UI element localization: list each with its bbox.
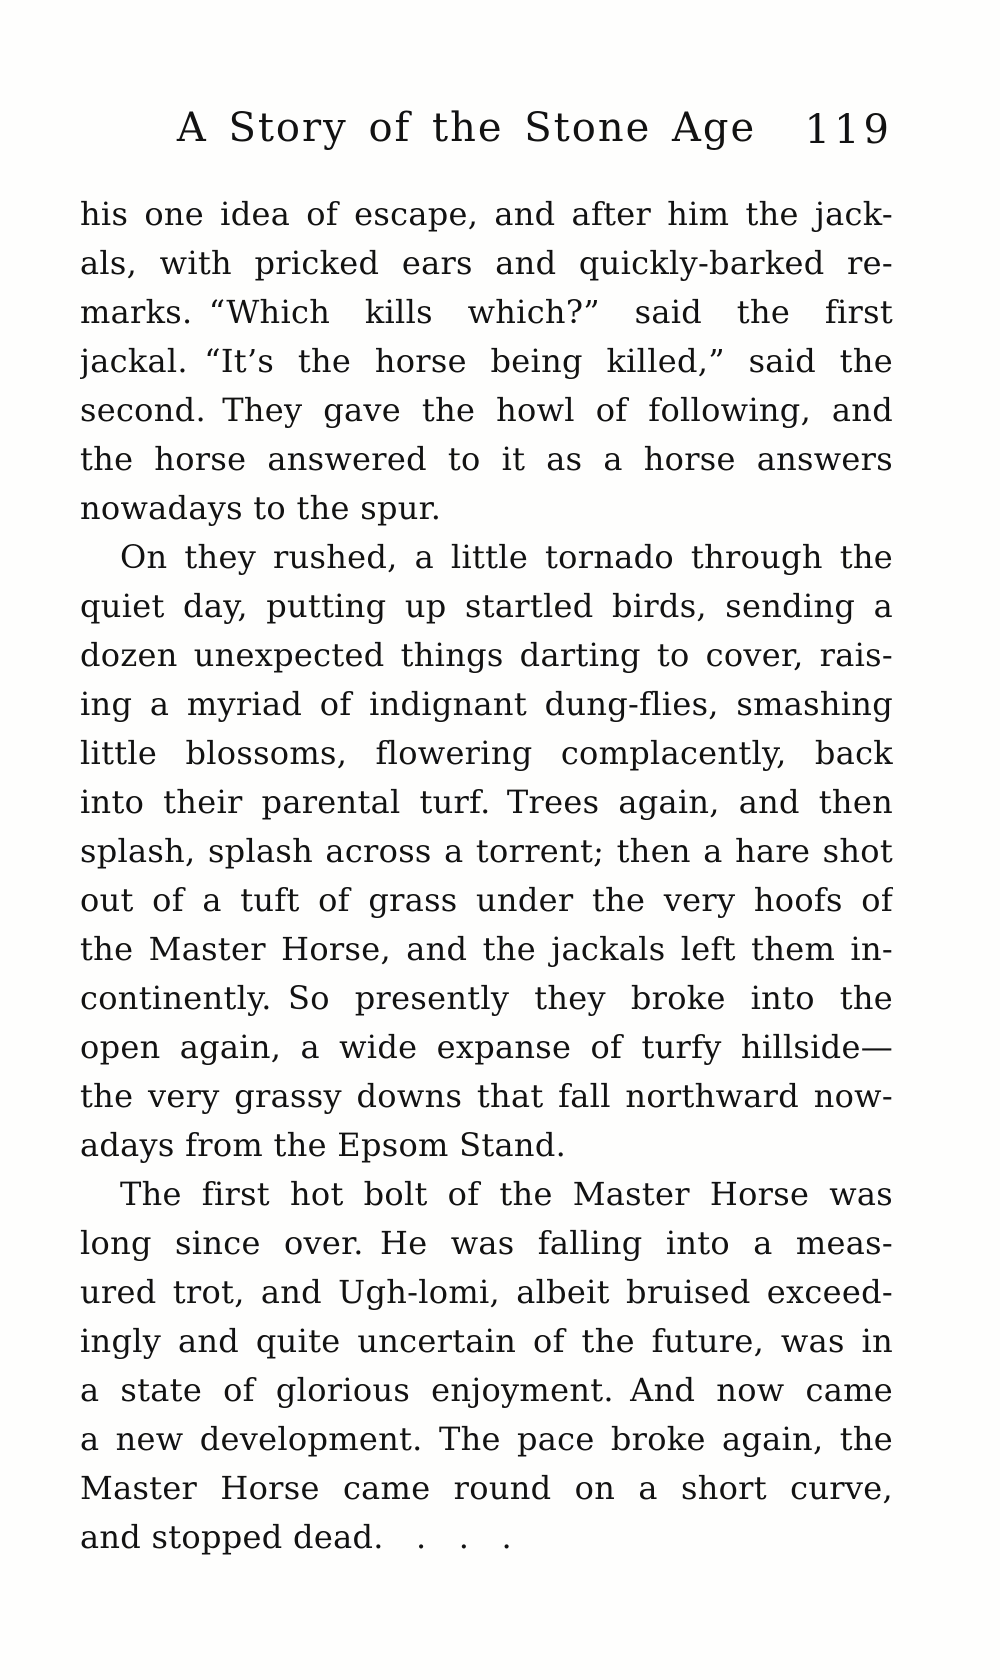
text-line: ingly and quite uncertain of the future, was in <box>80 1322 893 1360</box>
text-line: nowadays to the spur. <box>80 489 442 527</box>
text-line: dozen unexpected things darting to cover, rais- <box>80 636 893 674</box>
text-line: quiet day, putting up startled birds, sending a <box>80 587 893 625</box>
page-number: 119 <box>804 107 893 153</box>
text-line: ured trot, and Ugh-lomi, albeit bruised exceed- <box>80 1273 893 1311</box>
text-line: and stopped dead. . . . <box>80 1518 513 1556</box>
text-line: out of a tuft of grass under the very hoofs of <box>80 881 893 919</box>
text-line: als, with pricked ears and quickly-barked re- <box>80 244 893 282</box>
chapter-title: A Story of the Stone Age <box>176 105 757 151</box>
running-head <box>80 100 893 156</box>
text-line: second. They gave the howl of following, and <box>80 391 893 429</box>
text-line: On they rushed, a little tornado through the <box>120 538 893 576</box>
text-line: his one idea of escape, and after him the jack- <box>80 195 893 233</box>
text-line: marks. “Which kills which?” said the first <box>80 293 893 331</box>
paragraph <box>80 190 893 533</box>
text-line: a state of glorious enjoyment. And now came <box>80 1371 893 1409</box>
text-line: jackal. “It’s the horse being killed,” said the <box>80 342 893 380</box>
text-line: The first hot bolt of the Master Horse was <box>120 1175 893 1213</box>
text-line: long since over. He was falling into a meas- <box>80 1224 893 1262</box>
body-text <box>80 190 893 1562</box>
text-line: the Master Horse, and the jackals left them in- <box>80 930 893 968</box>
text-line: Master Horse came round on a short curve, <box>80 1469 893 1507</box>
text-line: splash, splash across a torrent; then a hare shot <box>80 832 893 870</box>
text-line: a new development. The pace broke again, the <box>80 1420 893 1458</box>
text-line: ing a myriad of indignant dung-flies, smashing <box>80 685 893 723</box>
text-line: the very grassy downs that fall northward now- <box>80 1077 893 1115</box>
text-line: little blossoms, flowering complacently, back <box>80 734 893 772</box>
text-line: the horse answered to it as a horse answers <box>80 440 893 478</box>
text-line: into their parental turf. Trees again, and then <box>80 783 893 821</box>
text-line: open again, a wide expanse of turfy hillside— <box>80 1028 893 1066</box>
paragraph <box>80 533 893 1170</box>
paragraph <box>80 1170 893 1562</box>
text-line: adays from the Epsom Stand. <box>80 1126 567 1164</box>
text-line: continently. So presently they broke into the <box>80 979 893 1017</box>
